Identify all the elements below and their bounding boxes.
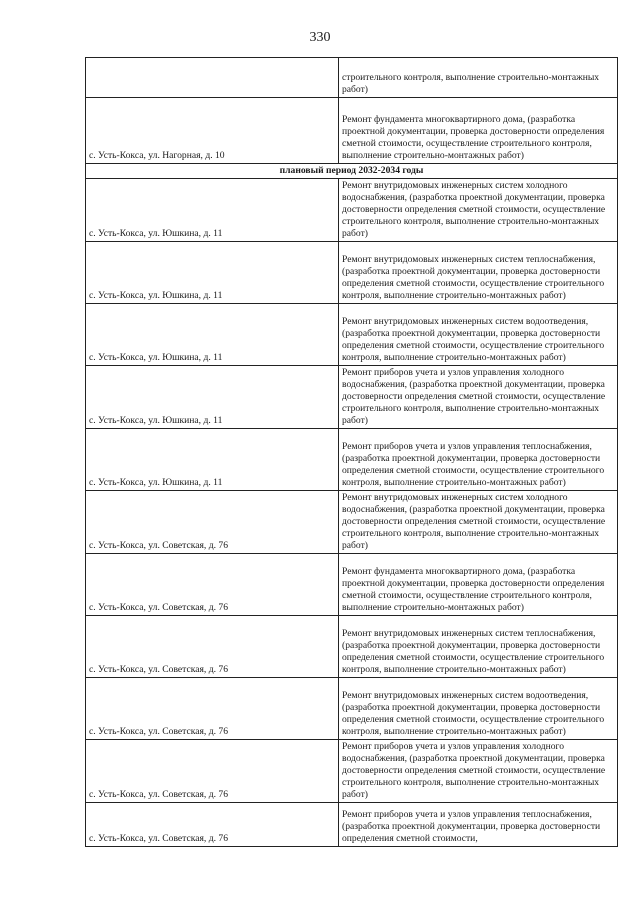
address-cell: с. Усть-Кокса, ул. Юшкина, д. 11 [86,179,339,242]
table-row [86,98,618,164]
work-description-cell: Ремонт внутридомовых инженерных систем теплоснабжения, (разработка проектной документации, проверка достоверности определения сметной стоимости, осуществление строительного контроля, выполнение строительно-монтажных работ) [339,616,618,678]
table-row [86,242,618,304]
period-heading-row [86,164,618,179]
address-cell: с. Усть-Кокса, ул. Юшкина, д. 11 [86,242,339,304]
work-description-cell: Ремонт фундамента многоквартирного дома, (разработка проектной документации, проверка достоверности определения сметной стоимости, осуществление строительного контроля, выполнение строительно-монтажных работ) [339,554,618,616]
address-cell: с. Усть-Кокса, ул. Советская, д. 76 [86,678,339,740]
work-description-cell: строительного контроля, выполнение строительно-монтажных работ) [339,58,618,98]
work-description-cell: Ремонт внутридомовых инженерных систем теплоснабжения, (разработка проектной документации, проверка достоверности определения сметной стоимости, осуществление строительного контроля, выполнение строительно-монтажных работ) [339,242,618,304]
table-row [86,740,618,803]
table-row [86,678,618,740]
table-row [86,491,618,554]
address-cell: с. Усть-Кокса, ул. Юшкина, д. 11 [86,429,339,491]
address-cell: с. Усть-Кокса, ул. Советская, д. 76 [86,803,339,847]
address-cell [86,58,339,98]
address-cell: с. Усть-Кокса, ул. Советская, д. 76 [86,616,339,678]
table-row [86,554,618,616]
work-description-cell: Ремонт фундамента многоквартирного дома, (разработка проектной документации, проверка достоверности определения сметной стоимости, осуществление строительного контроля, выполнение строительно-монтажных работ) [339,98,618,164]
page-number: 330 [309,30,331,45]
address-cell: с. Усть-Кокса, ул. Нагорная, д. 10 [86,98,339,164]
table-row [86,58,618,98]
table-row [86,366,618,429]
work-description-cell: Ремонт приборов учета и узлов управления теплоснабжения, (разработка проектной документации, проверка достоверности определения сметной стоимости, [339,803,618,847]
works-table [85,57,618,847]
period-heading: плановый период 2032-2034 годы [86,164,618,179]
table-row [86,616,618,678]
table-row [86,803,618,847]
work-description-cell: Ремонт внутридомовых инженерных систем холодного водоснабжения, (разработка проектной документации, проверка достоверности определения сметной стоимости, осуществление строительного контроля, выполнение строительно-монтажных работ) [339,179,618,242]
work-description-cell: Ремонт внутридомовых инженерных систем водоотведения, (разработка проектной документации, проверка достоверности определения сметной стоимости, осуществление строительного контроля, выполнение строительно-монтажных работ) [339,678,618,740]
table-row [86,429,618,491]
table-row [86,179,618,242]
work-description-cell: Ремонт приборов учета и узлов управления холодного водоснабжения, (разработка проектной документации, проверка достоверности определения сметной стоимости, осуществление строительного контроля, выполнение строительно-монтажных работ) [339,366,618,429]
address-cell: с. Усть-Кокса, ул. Юшкина, д. 11 [86,366,339,429]
work-description-cell: Ремонт внутридомовых инженерных систем водоотведения, (разработка проектной документации, проверка достоверности определения сметной стоимости, осуществление строительного контроля, выполнение строительно-монтажных работ) [339,304,618,366]
work-description-cell: Ремонт внутридомовых инженерных систем холодного водоснабжения, (разработка проектной документации, проверка достоверности определения сметной стоимости, осуществление строительного контроля, выполнение строительно-монтажных работ) [339,491,618,554]
address-cell: с. Усть-Кокса, ул. Юшкина, д. 11 [86,304,339,366]
table-row [86,304,618,366]
address-cell: с. Усть-Кокса, ул. Советская, д. 76 [86,740,339,803]
address-cell: с. Усть-Кокса, ул. Советская, д. 76 [86,491,339,554]
work-description-cell: Ремонт приборов учета и узлов управления теплоснабжения, (разработка проектной документации, проверка достоверности определения сметной стоимости, осуществление строительного контроля, выполнение строительно-монтажных работ) [339,429,618,491]
work-description-cell: Ремонт приборов учета и узлов управления холодного водоснабжения, (разработка проектной документации, проверка достоверности определения сметной стоимости, осуществление строительного контроля, выполнение строительно-монтажных работ) [339,740,618,803]
address-cell: с. Усть-Кокса, ул. Советская, д. 76 [86,554,339,616]
